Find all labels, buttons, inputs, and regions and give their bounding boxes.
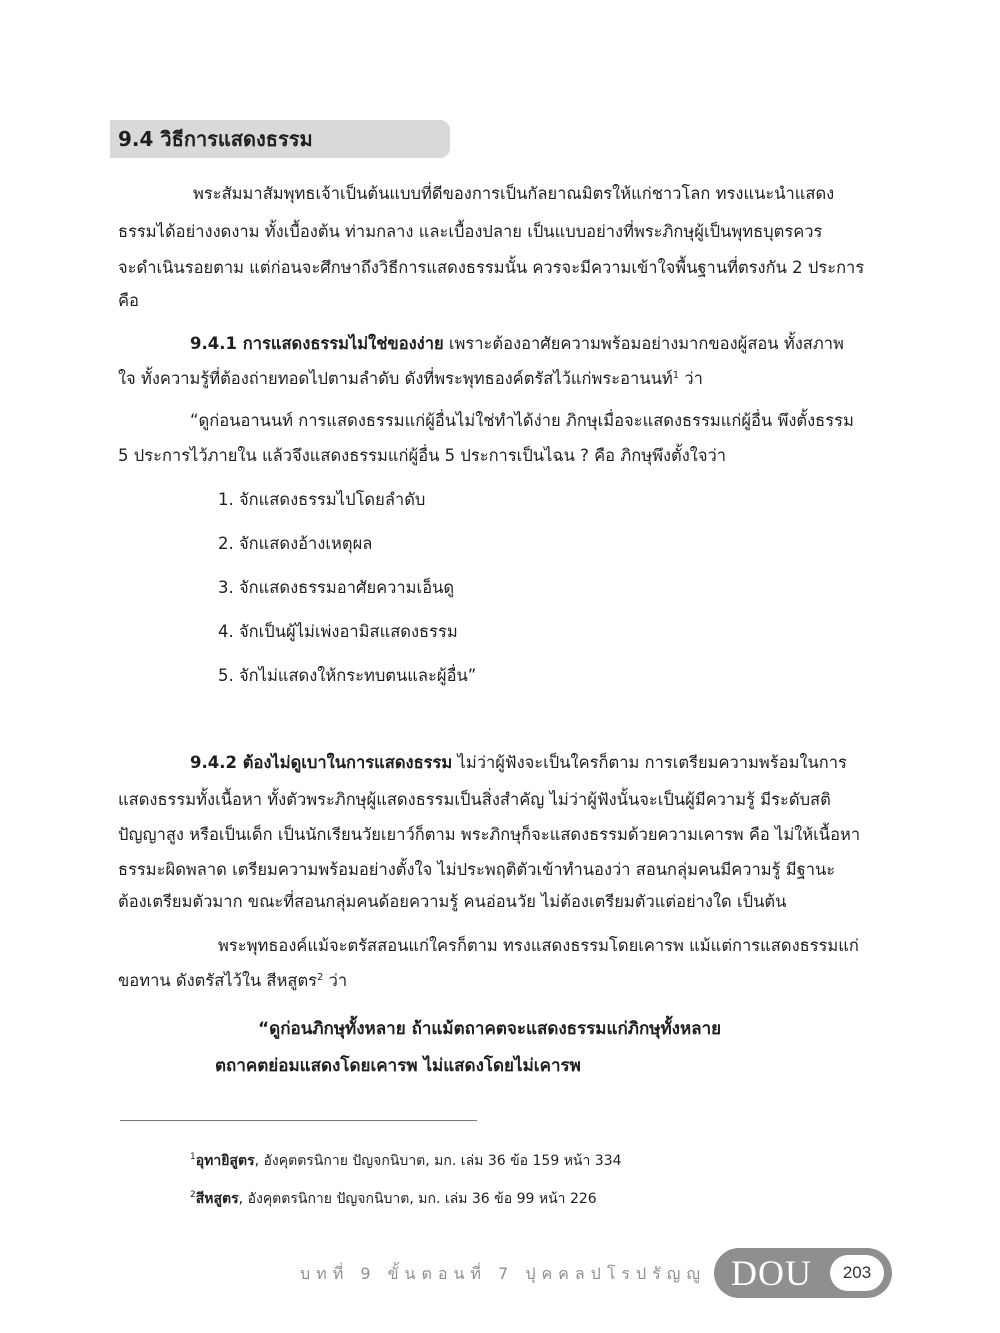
brand-logo: DOU [731,1253,812,1293]
bold-quote-line: “ดูก่อนภิกษุทั้งหลาย ถ้าแม้ตถาคตจะแสดงธรรมแก่ภิกษุทั้งหลาย [258,1019,722,1039]
paragraph-line: ปัญญาสูง หรือเป็นเด็ก เป็นนักเรียนวัยเยาว์ก็ตาม พระภิกษุก็จะแสดงธรรมด้วยความเคารพ คือ ไม่ให้เนื้อหา [118,825,861,844]
footnote-text: , อังคุตตรนิกาย ปัญจกนิบาต, มก. เล่ม 36 ข้อ 99 หน้า 226 [238,1191,597,1207]
page-number: 203 [842,1263,872,1282]
list-item: 3. จักแสดงธรรมอาศัยความเอ็นดู [218,578,455,597]
footnote-title: อุทายิสูตร [195,1153,255,1169]
footnote-ref: 2 [317,972,324,983]
paragraph-line: พระพุทธองค์แม้จะตรัสสอนแก่ใครก็ตาม ทรงแสดงธรรมโดยเคารพ แม้แต่การแสดงธรรมแก่ [218,936,859,955]
intro-line: ธรรมได้อย่างงดงาม ทั้งเบื้องต้น ท่ามกลาง และเบื้องปลาย เป็นแบบอย่างที่พระภิกษุผู้เป็นพุทธบุตรควร [118,222,823,241]
list-item: 1. จักแสดงธรรมไปโดยลำดับ [218,490,426,509]
footnote-number: 1 [190,1152,196,1162]
paragraph-line: แสดงธรรมทั้งเนื้อหา ทั้งตัวพระภิกษุผู้แสดงธรรมเป็นสิ่งสำคัญ ไม่ว่าผู้ฟังนั้นจะเป็นผู้มีความรู้ มีระดับสติ [118,790,831,809]
paragraph-text: ว่า [323,971,348,990]
paragraph-line [118,968,347,994]
paragraph-line: ต้องเตรียมตัวมาก ขณะที่สอนกลุ่มคนด้อยความรู้ คนอ่อนวัย ไม่ต้องเตรียมตัวแต่อย่างใด เป็นต้น [118,892,787,911]
footnote-text: , อังคุตตรนิกาย ปัญจกนิบาต, มก. เล่ม 36 ข้อ 159 หน้า 334 [254,1153,622,1169]
subsection-9-4-2-line [190,750,847,776]
subsection-9-4-1-line [190,331,844,357]
subsection-title: 9.4.2 ต้องไม่ดูเบาในการแสดงธรรม [190,753,453,772]
paragraph-line: ธรรมะผิดพลาด เตรียมความพร้อมอย่างตั้งใจ ไม่ประพฤติตัวเข้าทำนองว่า สอนกลุ่มคนมีความรู้ มีฐานะ [118,860,836,879]
subsection-9-4-1-line2 [118,366,703,392]
paragraph-text: ว่า [679,369,703,388]
quote-line: 5 ประการไว้ภายใน แล้วจึงแสดงธรรมแก่ผู้อื่น 5 ประการเป็นไฉน ? คือ ภิกษุพึงตั้งใจว่า [118,446,727,465]
footnote-divider [120,1120,477,1121]
intro-line: จะดำเนินรอยตาม แต่ก่อนจะศึกษาถึงวิธีการแสดงธรรมนั้น ควรจะมีความเข้าใจพื้นฐานที่ตรงกัน 2 ประการ [118,258,865,277]
subsection-title: 9.4.1 การแสดงธรรมไม่ใช่ของง่าย [190,334,444,353]
section-heading: 9.4 วิธีการแสดงธรรม [118,127,313,151]
quote-line: “ดูก่อนอานนท์ การแสดงธรรมแก่ผู้อื่นไม่ใช่ทำได้ง่าย ภิกษุเมื่อจะแสดงธรรมแก่ผู้อื่น พึงตั้งธรรม [190,411,854,430]
subsection-text: ไม่ว่าผู้ฟังจะเป็นใครก็ตาม การเตรียมความพร้อมในการ [452,753,847,772]
chapter-footer: บทที่ 9 ขั้นตอนที่ 7 ปุคคลปโรปรัญญู [300,1264,707,1283]
paragraph-text: ใจ ทั้งความรู้ที่ต้องถ่ายทอดไปตามลำดับ ดังที่พระพุทธองค์ตรัสไว้แก่พระอานนท์ [118,369,673,388]
footnote-title: สีหสูตร [195,1191,239,1207]
list-item: 5. จักไม่แสดงให้กระทบตนและผู้อื่น” [218,666,477,685]
footnote-number: 2 [190,1190,196,1200]
subsection-text: เพราะต้องอาศัยความพร้อมอย่างมากของผู้สอน ทั้งสภาพ [443,334,844,353]
footnote-2 [190,1188,597,1210]
list-item: 2. จักแสดงอ้างเหตุผล [218,534,373,553]
list-item: 4. จักเป็นผู้ไม่เพ่งอามิสแสดงธรรม [218,622,458,641]
footnote-ref: 1 [672,370,680,381]
intro-line: พระสัมมาสัมพุทธเจ้าเป็นต้นแบบที่ดีของการเป็นกัลยาณมิตรให้แก่ชาวโลก ทรงแนะนำแสดง [193,184,835,203]
paragraph-text: ขอทาน ดังตรัสไว้ใน สีหสูตร [118,971,318,990]
bold-quote-line: ตถาคตย่อมแสดงโดยเคารพ ไม่แสดงโดยไม่เคารพ [215,1056,581,1076]
footnote-1 [190,1150,622,1172]
intro-line: คือ [118,291,139,310]
